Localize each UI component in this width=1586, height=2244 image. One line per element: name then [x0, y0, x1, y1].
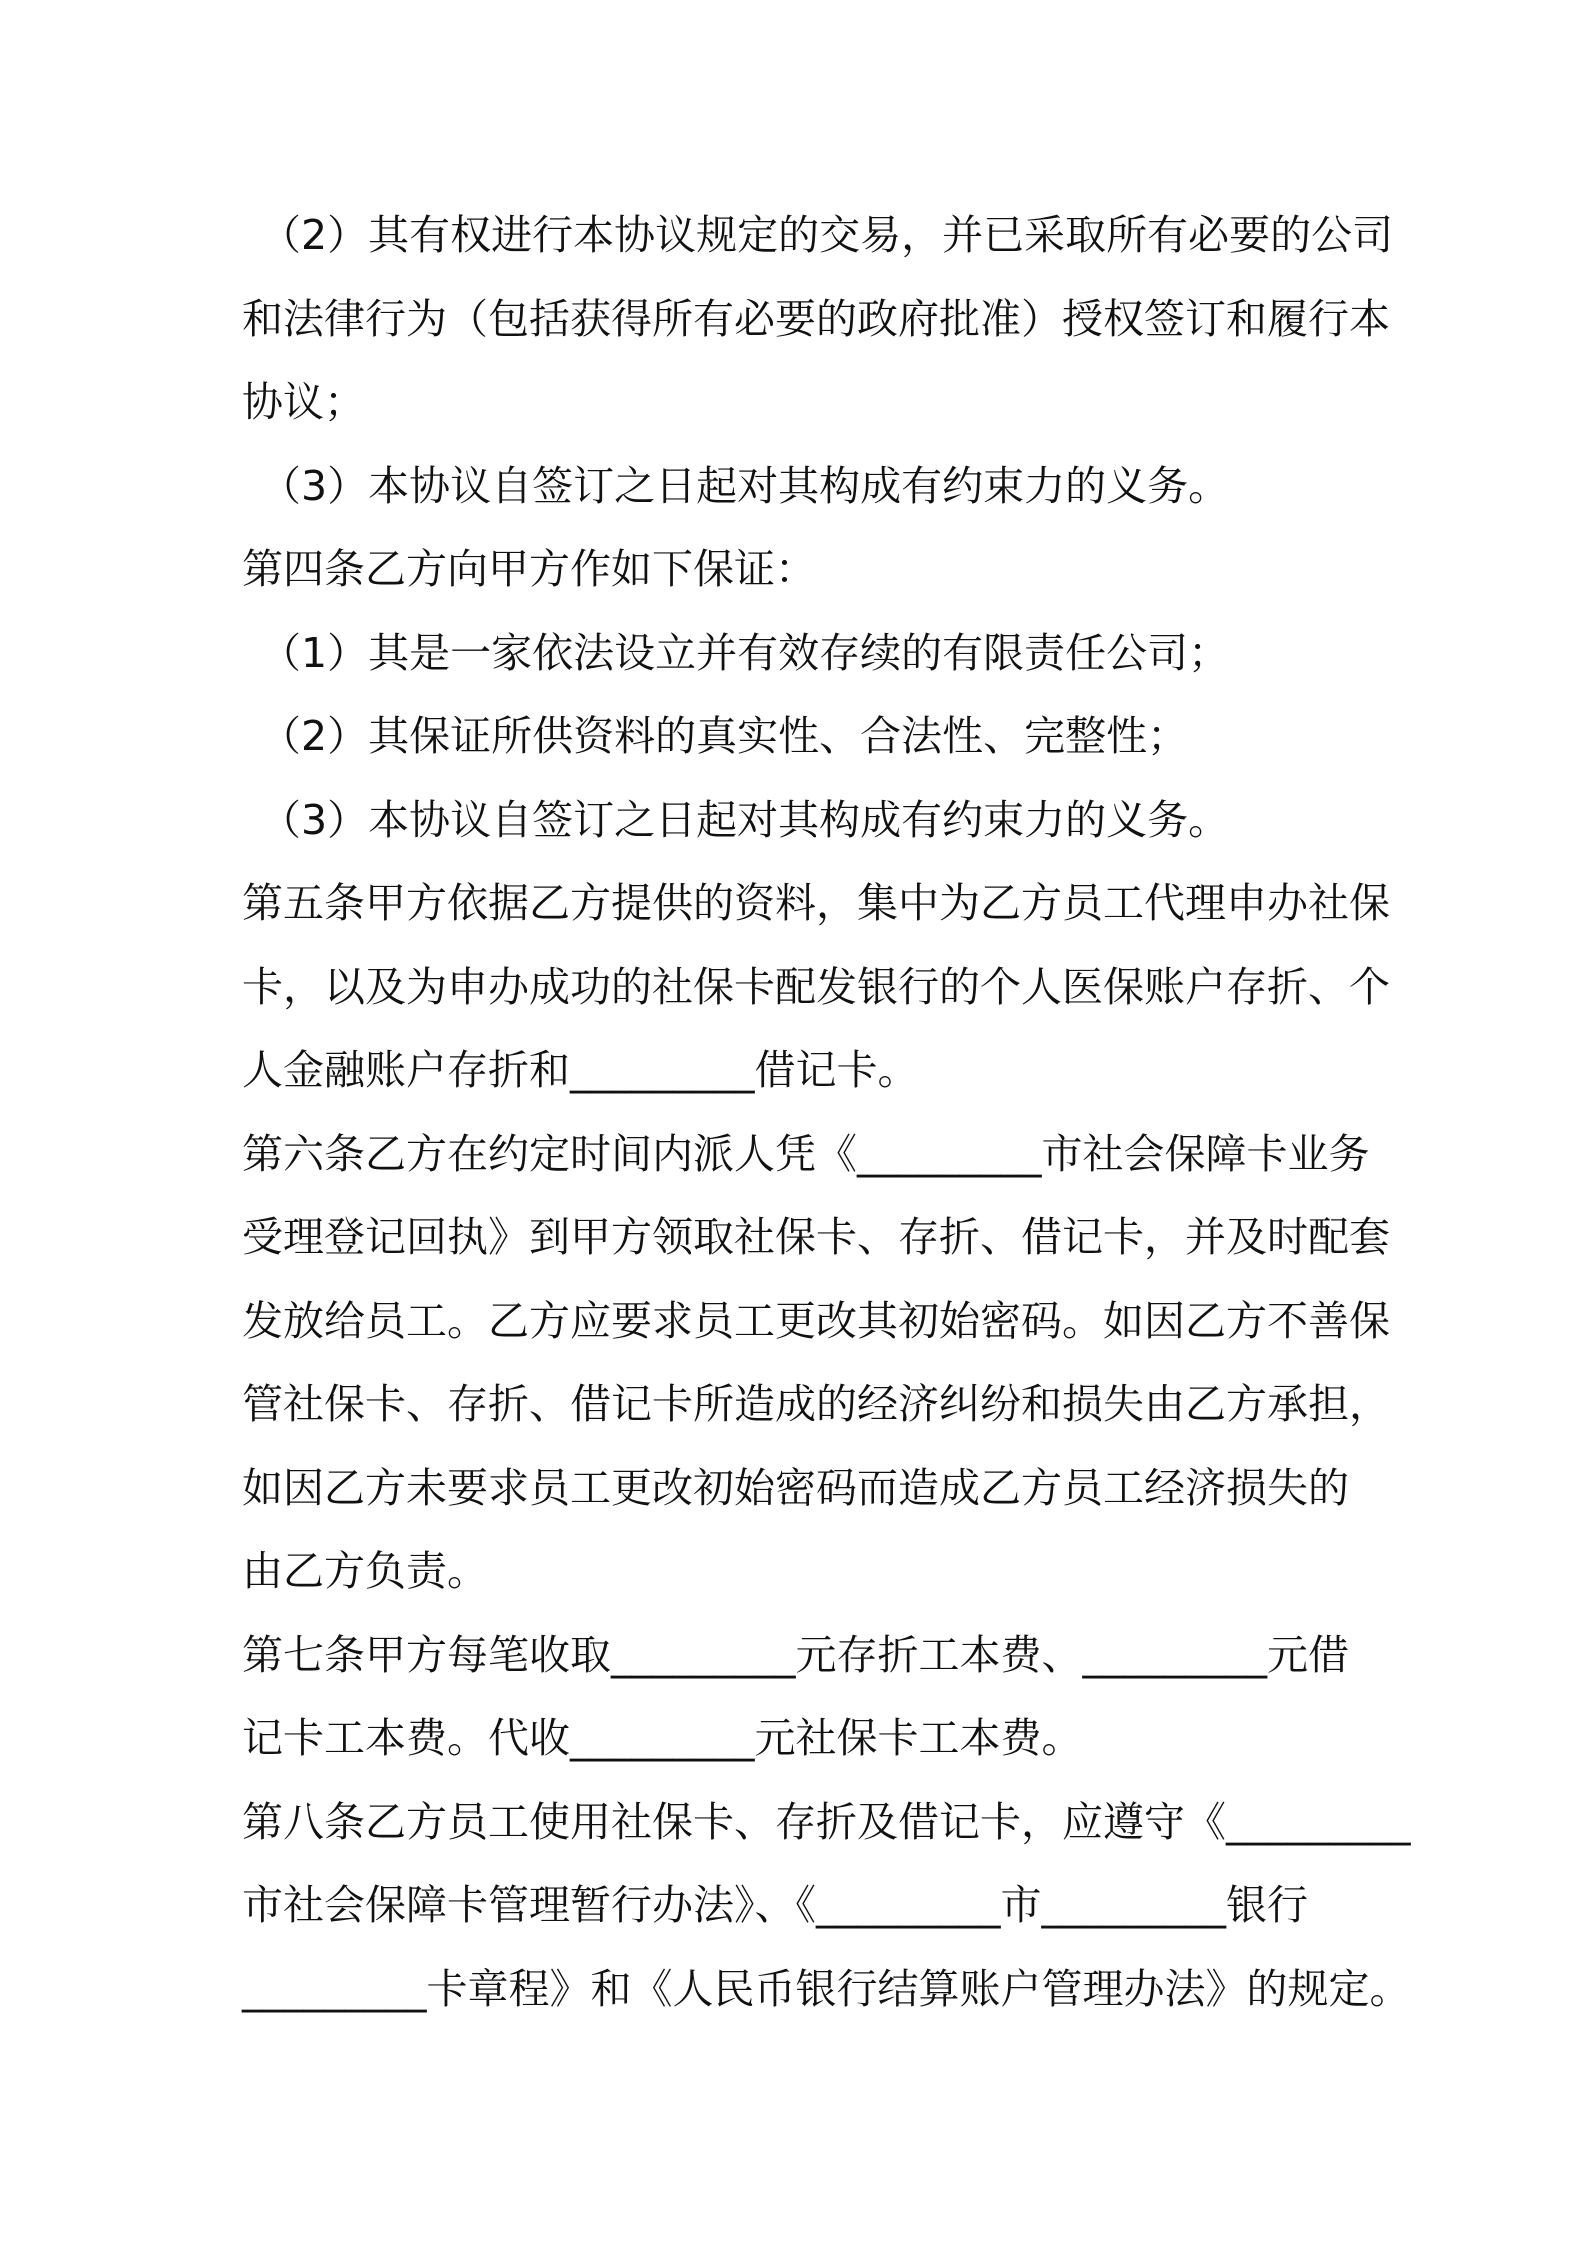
- text-line: （2）其保证所供资料的真实性、合法性、完整性；: [260, 712, 1189, 760]
- document-body: [242, 194, 1411, 2031]
- text-line: 第四条乙方向甲方作如下保证：: [242, 545, 816, 593]
- text-line: 第六条乙方在约定时间内派人凭《_________市社会保障卡业务: [242, 1129, 1370, 1178]
- text-line: （1）其是一家依法设立并有效存续的有限责任公司；: [260, 628, 1230, 677]
- text-line: 由乙方负责。: [242, 1547, 488, 1595]
- text-line: 人金融账户存折和_________借记卡。: [242, 1046, 919, 1094]
- text-line: 受理登记回执》到甲方领取社保卡、存折、借记卡，并及时配套: [242, 1213, 1390, 1261]
- text-line: 市社会保障卡管理暂行办法》、《_________市_________银行: [242, 1881, 1308, 1929]
- text-line: （3）本协议自签订之日起对其构成有约束力的义务。: [260, 795, 1230, 844]
- text-line: （2）其有权进行本协议规定的交易，并已采取所有必要的公司: [260, 211, 1394, 259]
- text-line: 和法律行为（包括获得所有必要的政府批准）授权签订和履行本: [242, 294, 1390, 343]
- text-line: 卡，以及为申办成功的社保卡配发银行的个人医保账户存折、个: [242, 962, 1390, 1011]
- text-line: 记卡工本费。代收_________元社保卡工本费。: [242, 1714, 1083, 1762]
- text-line: 第八条乙方员工使用社保卡、存折及借记卡，应遵守《_________: [242, 1797, 1411, 1846]
- text-line: 第七条甲方每笔收取_________元存折工本费、_________元借: [242, 1630, 1349, 1679]
- text-line: （3）本协议自签订之日起对其构成有约束力的义务。: [260, 461, 1230, 510]
- text-line: 管社保卡、存折、借记卡所造成的经济纠纷和损失由乙方承担，: [242, 1380, 1390, 1428]
- text-line: _________卡章程》和《人民币银行结算账户管理办法》的规定。: [242, 1964, 1411, 2013]
- text-line: 发放给员工。乙方应要求员工更改其初始密码。如因乙方不善保: [242, 1296, 1390, 1345]
- text-line: 协议；: [242, 378, 365, 426]
- text-line: 如因乙方未要求员工更改初始密码而造成乙方员工经济损失的: [242, 1463, 1349, 1512]
- text-line: 第五条甲方依据乙方提供的资料，集中为乙方员工代理申办社保: [242, 879, 1390, 927]
